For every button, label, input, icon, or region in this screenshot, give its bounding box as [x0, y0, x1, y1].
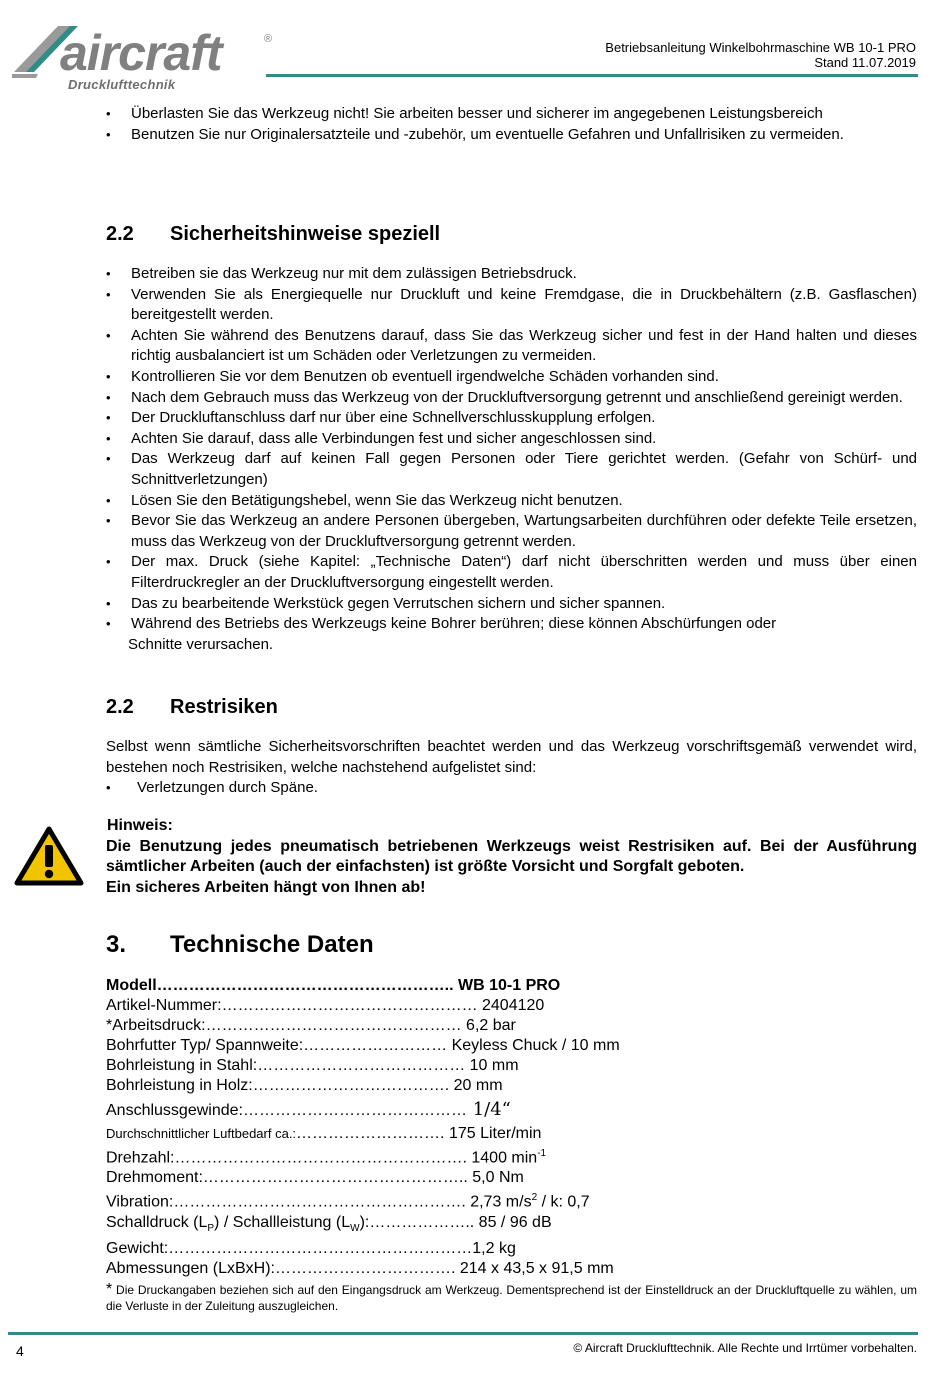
notice-box: [106, 816, 917, 898]
bullet-icon: •: [106, 492, 111, 508]
document-date: Stand 11.07.2019: [814, 55, 916, 70]
chapter-title: Technische Daten: [170, 931, 374, 958]
header-divider: [266, 74, 918, 77]
spec-row-sound: Schalldruck $(L_P)$ / Schallleistung $(L_W):\dots\dots\dots\dots\dots\dots$.. 85 / 96 dB: [106, 1213, 552, 1234]
list-item: • Das zu bearbeitende Werkstück gegen Verrutschen sichern und sicher spannen.: [106, 594, 917, 615]
section-number: 2.2: [106, 696, 134, 718]
risks-paragraph: Selbst wenn sämtliche Sicherheitsvorschriften beachtet werden und das Werkzeug vorschriftsgemäß verwendet wird, bestehen noch Restrisiken, welche nachstehend aufgelistet sind:: [106, 738, 917, 776]
footnote-star: *: [106, 1281, 113, 1298]
page-number: 4: [16, 1343, 24, 1359]
bullet-icon: •: [106, 266, 111, 281]
spec-row-model: Modell……………………………………………….. WB 10-1 PRO: [106, 977, 561, 994]
copyright-notice: © Aircraft Drucklufttechnik. Alle Rechte und Irrtümer vorbehalten.: [573, 1341, 917, 1355]
chapter-heading-tech: [106, 930, 374, 960]
list-item: • Lösen Sie den Betätigungshebel, wenn Sie das Werkzeug nicht benutzen.: [106, 491, 917, 512]
list-item: • Nach dem Gebrauch muss das Werkzeug von der Druckluftversorgung getrennt und anschließend gereinigt werden.: [106, 388, 917, 409]
list-item: • Während des Betriebs des Werkzeugs keine Bohrer berühren; diese können Abschürfungen oder Schnitte verursachen.: [106, 615, 777, 653]
bullet-icon: •: [106, 554, 111, 570]
footer-divider: [8, 1332, 918, 1335]
footnote-text: Die Druckangaben beziehen sich auf den Eingangsdruck am Werkzeug. Dementsprechend ist der Einstelldruck an der Druckluftquelle zu wählen, um die Verluste in der Zuleitung auszugleichen.: [106, 1283, 917, 1313]
bullet-icon: •: [106, 368, 111, 384]
spec-row-wood: Bohrleistung in Holz:………………………………. 20 mm: [106, 1077, 503, 1094]
section-title: Restrisiken: [170, 696, 278, 718]
notice-label: Hinweis:: [107, 817, 173, 834]
list-item: • Betreiben sie das Werkzeug nur mit dem zulässigen Betriebsdruck.: [106, 264, 917, 285]
section-number: 2.2: [106, 223, 134, 245]
section-heading-risks: [106, 695, 278, 719]
section-title: Sicherheitshinweise speziell: [170, 223, 441, 245]
list-item: • Benutzen Sie nur Originalersatzteile und -zubehör, um eventuelle Gefahren und Unfallrisiken zu vermeiden.: [106, 125, 917, 146]
document-header: [605, 40, 916, 70]
notice-text: Die Benutzung jedes pneumatisch betriebenen Werkzeugs weist Restrisiken auf. Bei der Ausführung sämtlicher Arbeiten (auch der einfachsten) ist größte Vorsicht und Sorgfalt geboten.: [106, 837, 917, 875]
spec-table: [106, 976, 917, 1279]
list-item: • Verwenden Sie als Energiequelle nur Druckluft und keine Fremdgase, die in Druckbehältern (z.B. Gasflaschen) bereitgestellt werden.: [106, 285, 917, 324]
list-item: • Achten Sie darauf, dass alle Verbindungen fest und sicher angeschlossen sind.: [106, 429, 917, 450]
company-logo: [12, 22, 274, 94]
logo-registered-mark: ®: [264, 33, 273, 45]
list-item: • Bevor Sie das Werkzeug an andere Personen übergeben, Wartungsarbeiten durchführen oder defekte Teile ersetzen, muss das Werkzeug von der Druckluftversorgung getrennt werden.: [106, 512, 917, 550]
list-item: • Überlasten Sie das Werkzeug nicht! Sie arbeiten besser und sicherer im angegebenen Leistungsbereich: [106, 104, 917, 125]
spec-row-speed: Drehzahl:………………………………………………. 1400 $\min^{-1}$: [106, 1148, 547, 1167]
spec-row-weight: Gewicht:…………………………………………………1,2 kg: [106, 1239, 516, 1257]
notice-text-final: Ein sicheres Arbeiten hängt von Ihnen ab!: [106, 878, 426, 896]
bullet-icon: •: [106, 616, 111, 632]
list-item: • Achten Sie während des Benutzens darauf, dass Sie das Werkzeug sicher und fest in der Hand halten und dieses richtig ausbalanciert ist um Schäden oder Verletzungen zu vermeiden.: [106, 326, 917, 365]
spec-footnote: [106, 1282, 917, 1314]
bullet-icon: •: [106, 430, 111, 446]
list-item: • Der max. Druck (siehe Kapitel: „Technische Daten“) darf nicht überschritten werden und muss über einen Filterdruckregler an der Druckluftversorgung eingestellt werden.: [106, 553, 917, 591]
spec-row-article: Artikel-Nummer:………………………………………… 2404120: [106, 997, 545, 1014]
bullet-icon: •: [106, 780, 111, 795]
bullet-icon: •: [106, 410, 111, 426]
warning-triangle-icon: [14, 826, 84, 886]
bullet-icon: •: [106, 451, 111, 467]
bullet-icon: •: [106, 126, 111, 142]
spec-row-steel: Bohrleistung in Stahl:………………………………… 10 mm: [106, 1057, 519, 1074]
list-item: • Kontrollieren Sie vor dem Benutzen ob eventuell irgendwelche Schäden vorhanden sind.: [106, 367, 917, 388]
spec-row-torque: Drehmoment:………………………………………….. 5,0 Nm: [106, 1169, 524, 1187]
section-heading-safety: [106, 222, 440, 246]
bullet-icon: •: [106, 513, 111, 529]
chapter-number: 3.: [106, 931, 127, 958]
spec-row-thread: Anschlussgewinde:…………………………………… 1/4“: [106, 1099, 511, 1120]
safety-bullet-list: [106, 264, 917, 655]
bullet-icon: •: [106, 595, 111, 611]
logo-subtitle: Drucklufttechnik: [68, 77, 176, 92]
spec-row-air: Durchschnittlicher Luftbedarf ca.:………………………. 175 Liter/min: [106, 1125, 542, 1142]
bullet-icon: •: [106, 106, 111, 121]
logo-wordmark: aircraft: [60, 25, 222, 81]
risks-bullet-list: [106, 778, 917, 799]
spec-row-dimensions: Abmessungen (LxBxH):……………………………. 214 x 43,5 x 91,5 mm: [106, 1259, 614, 1277]
bullet-icon: •: [106, 286, 111, 302]
bullet-icon: •: [106, 389, 111, 405]
list-item: • Verletzungen durch Späne.: [106, 778, 917, 799]
list-item: • Das Werkzeug darf auf keinen Fall gegen Personen oder Tiere gerichtet werden. (Gefahr von Schürf- und Schnittverletzungen): [106, 450, 917, 488]
document-title: Betriebsanleitung Winkelbohrmaschine WB 10-1 PRO: [605, 40, 916, 55]
spec-row-pressure: *Arbeitsdruck:………………………………………… 6,2 bar: [106, 1017, 516, 1034]
bullet-icon: •: [106, 327, 111, 343]
spec-row-chuck: Bohrfutter Typ/ Spannweite:……………………… Keyless Chuck / 10 mm: [106, 1037, 620, 1054]
spec-row-vibration: Vibration:………………………………………………. 2,73 $m/s^2$ / k: 0,7: [106, 1192, 590, 1211]
list-item: • Der Druckluftanschluss darf nur über eine Schnellverschlusskupplung erfolgen.: [106, 408, 917, 429]
intro-bullet-list: [106, 104, 917, 145]
